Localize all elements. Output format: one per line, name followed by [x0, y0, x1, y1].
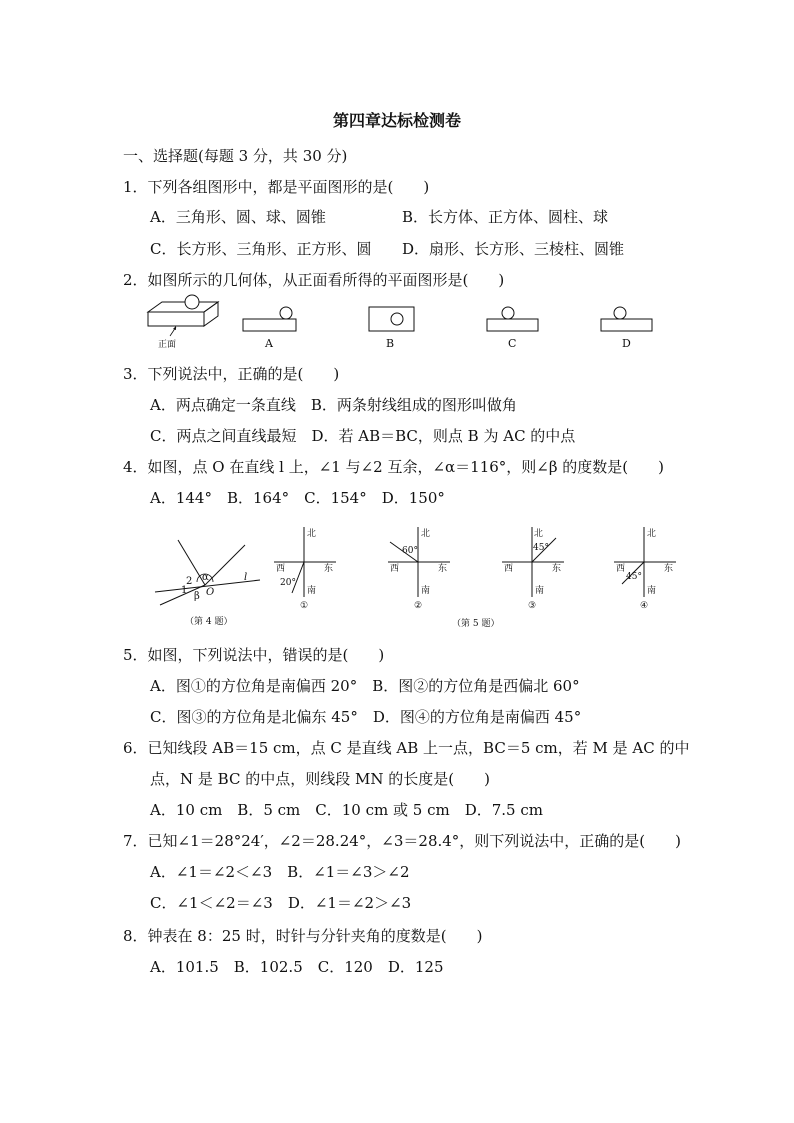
q5-options-ab: A．图①的方位角是南偏西 20° B．图②的方位角是西偏北 60° — [150, 677, 580, 695]
fig5-3-south: 南 — [535, 586, 545, 596]
fig5-2-angle: 60° — [402, 546, 418, 556]
q3-options-cd: C．两点之间直线最短 D．若 AB＝BC，则点 B 为 AC 的中点 — [150, 427, 576, 445]
q6-stem-line2: 点，N 是 BC 的中点，则线段 MN 的长度是( ) — [150, 770, 490, 788]
q2-solid-figure — [140, 292, 230, 352]
q4-angle1-label: 1 — [181, 585, 188, 596]
q5-figure-2 — [384, 525, 454, 615]
q3-options-ab: A．两点确定一条直线 B．两条射线组成的图形叫做角 — [150, 396, 517, 414]
q6-stem-line1: 6．已知线段 AB＝15 cm，点 C 是直线 AB 上一点，BC＝5 cm，若 M 是 AC 的中 — [123, 739, 690, 757]
q4-point-o-label: O — [206, 587, 215, 598]
fig5-1-south: 南 — [307, 586, 317, 596]
q4-stem: 4．如图，点 O 在直线 l 上，∠1 与∠2 互余，∠α＝116°，则∠β 的度数是( ) — [123, 458, 665, 476]
q2-opt-d-label: D — [622, 337, 631, 350]
q5-stem: 5．如图，下列说法中，错误的是( ) — [123, 646, 385, 664]
q4-figure — [150, 530, 265, 630]
q4-beta-label: β — [194, 591, 200, 602]
fig5-3-angle: 45° — [533, 543, 549, 553]
q7-stem: 7．已知∠1＝28°24′，∠2＝28.24°，∠3＝28.4°，则下列说法中，正确的是( ) — [123, 832, 682, 850]
q4-alpha-label: α — [202, 572, 209, 583]
fig5-3-number: ③ — [528, 601, 537, 611]
q1-option-d: D．扇形、长方形、三棱柱、圆锥 — [402, 240, 625, 258]
q8-stem: 8．钟表在 8：25 时，时针与分针夹角的度数是( ) — [123, 927, 483, 945]
section-header: 一、选择题(每题 3 分，共 30 分) — [123, 147, 348, 165]
q2-opt-c-label: C — [508, 337, 517, 350]
fig5-2-east: 东 — [438, 564, 448, 574]
q1-option-b: B．长方体、正方体、圆柱、球 — [402, 208, 609, 226]
q1-option-a: A．三角形、圆、球、圆锥 — [150, 208, 326, 226]
q5-figure-4 — [610, 525, 680, 615]
q2-front-label: 正面 — [158, 340, 177, 350]
q5-options-cd: C．图③的方位角是北偏东 45° D．图④的方位角是南偏西 45° — [150, 708, 582, 726]
q7-options-ab: A．∠1＝∠2＜∠3 B．∠1＝∠3＞∠2 — [150, 863, 410, 881]
q2-opt-a-label: A — [265, 337, 273, 350]
fig5-4-east: 东 — [664, 564, 674, 574]
fig5-2-south: 南 — [421, 586, 431, 596]
fig5-1-north: 北 — [307, 529, 317, 539]
page-title: 第四章达标检测卷 — [332, 111, 461, 130]
fig5-3-west: 西 — [504, 564, 514, 574]
q4-options: A．144° B．164° C．154° D．150° — [150, 489, 445, 507]
fig5-2-number: ② — [414, 601, 423, 611]
fig5-1-west: 西 — [276, 564, 286, 574]
q1-option-c: C．长方形、三角形、正方形、圆 — [150, 240, 372, 258]
q1-stem: 1．下列各组图形中，都是平面图形的是( ) — [123, 178, 430, 196]
q3-stem: 3．下列说法中，正确的是( ) — [123, 365, 340, 383]
q5-figure-1 — [270, 525, 340, 615]
q4-line-l-label: l — [244, 572, 248, 583]
fig5-4-number: ④ — [640, 601, 649, 611]
q2-stem: 2．如图所示的几何体，从正面看所得的平面图形是( ) — [123, 271, 505, 289]
q7-options-cd: C．∠1＜∠2＝∠3 D．∠1＝∠2＞∠3 — [150, 894, 412, 912]
fig5-2-west: 西 — [390, 564, 400, 574]
q8-options: A．101.5 B．102.5 C．120 D．125 — [150, 958, 444, 976]
q4-caption: （第 4 题） — [185, 617, 233, 627]
fig5-4-south: 南 — [647, 586, 657, 596]
q2-opt-b-label: B — [386, 337, 395, 350]
q4-angle2-label: 2 — [186, 576, 193, 587]
fig5-1-number: ① — [300, 601, 309, 611]
fig5-4-west: 西 — [616, 564, 626, 574]
fig5-3-north: 北 — [534, 529, 544, 539]
fig5-4-angle: 45° — [626, 572, 642, 582]
fig5-3-east: 东 — [552, 564, 562, 574]
fig5-2-north: 北 — [421, 529, 431, 539]
fig5-4-north: 北 — [647, 529, 657, 539]
fig5-1-east: 东 — [324, 564, 334, 574]
q5-caption: （第 5 题） — [452, 619, 500, 629]
q5-figure-3 — [498, 525, 568, 615]
q2-option-b-figure — [368, 305, 418, 335]
fig5-1-angle: 20° — [280, 578, 296, 588]
q6-options: A．10 cm B．5 cm C．10 cm 或 5 cm D．7.5 cm — [150, 801, 543, 819]
